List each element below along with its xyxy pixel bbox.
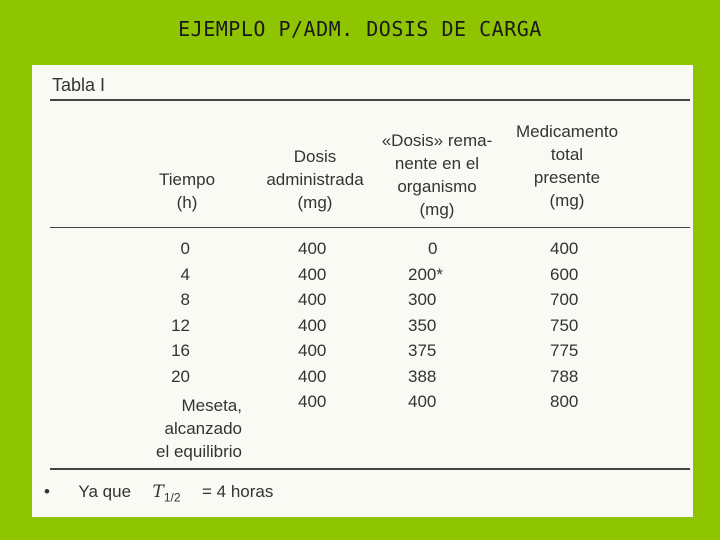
table-cell: 375 (408, 341, 437, 360)
column-dosis-administrada (298, 236, 358, 415)
table-cell: 400 (298, 290, 327, 309)
bottom-rule (50, 468, 690, 470)
table-cell: 350 (408, 315, 437, 335)
meseta-label: Meseta, alcanzado el equilibrio (156, 396, 242, 461)
header-dosis-remanente: «Dosis» rema- nente en el organismo (mg) (381, 131, 493, 219)
column-dosis-remanente (408, 236, 478, 415)
footnote-subscript: 1/2 (163, 490, 181, 505)
table-cell: 788 (550, 366, 579, 386)
table-cell: 800 (550, 392, 579, 411)
table-caption: Tabla I (52, 75, 106, 95)
table-cell: 400 (298, 315, 327, 335)
table-cell: 600 (550, 264, 579, 284)
table-cell: 12 (171, 315, 190, 335)
table-cell: 0 (180, 239, 190, 258)
table-cell: 400 (298, 239, 327, 258)
header-dosis-administrada: Dosis administrada (mg) (266, 147, 364, 212)
table-cell: 750 (550, 315, 579, 335)
table-cell: 400 (298, 341, 327, 360)
table-cell: 4 (180, 264, 190, 284)
table-cell: 300 (408, 290, 437, 309)
footnote (44, 482, 273, 504)
table-cell: 16 (171, 341, 190, 360)
table-cell: 400 (298, 366, 327, 386)
top-rule (50, 99, 690, 101)
header-rule (50, 227, 690, 228)
table-cell: 0 (428, 239, 438, 258)
table-cell: 775 (550, 341, 579, 360)
table-cell: 400 (408, 392, 437, 411)
column-medicamento-total (550, 236, 610, 415)
table-cell: 400 (298, 392, 327, 411)
header-medicamento-total: Medicamento total presente (mg) (515, 122, 619, 210)
footnote-bullet: • (44, 482, 50, 501)
scanned-table (32, 65, 693, 517)
footnote-text: Ya que (78, 482, 132, 501)
table-cell: 200* (408, 264, 443, 284)
table-cell: 400 (298, 264, 327, 284)
column-tiempo (132, 236, 190, 389)
table-cell: 20 (171, 366, 190, 386)
slide-title: EJEMPLO P/ADM. DOSIS DE CARGA (178, 17, 542, 41)
header-tiempo: Tiempo (h) (158, 170, 216, 212)
table-cell: 700 (550, 290, 579, 309)
table-cell: 400 (550, 239, 579, 258)
table-cell: 388 (408, 366, 437, 386)
table-cell: 8 (180, 290, 190, 309)
footnote-symbol: T (152, 482, 164, 502)
footnote-value: = 4 horas (202, 482, 274, 501)
